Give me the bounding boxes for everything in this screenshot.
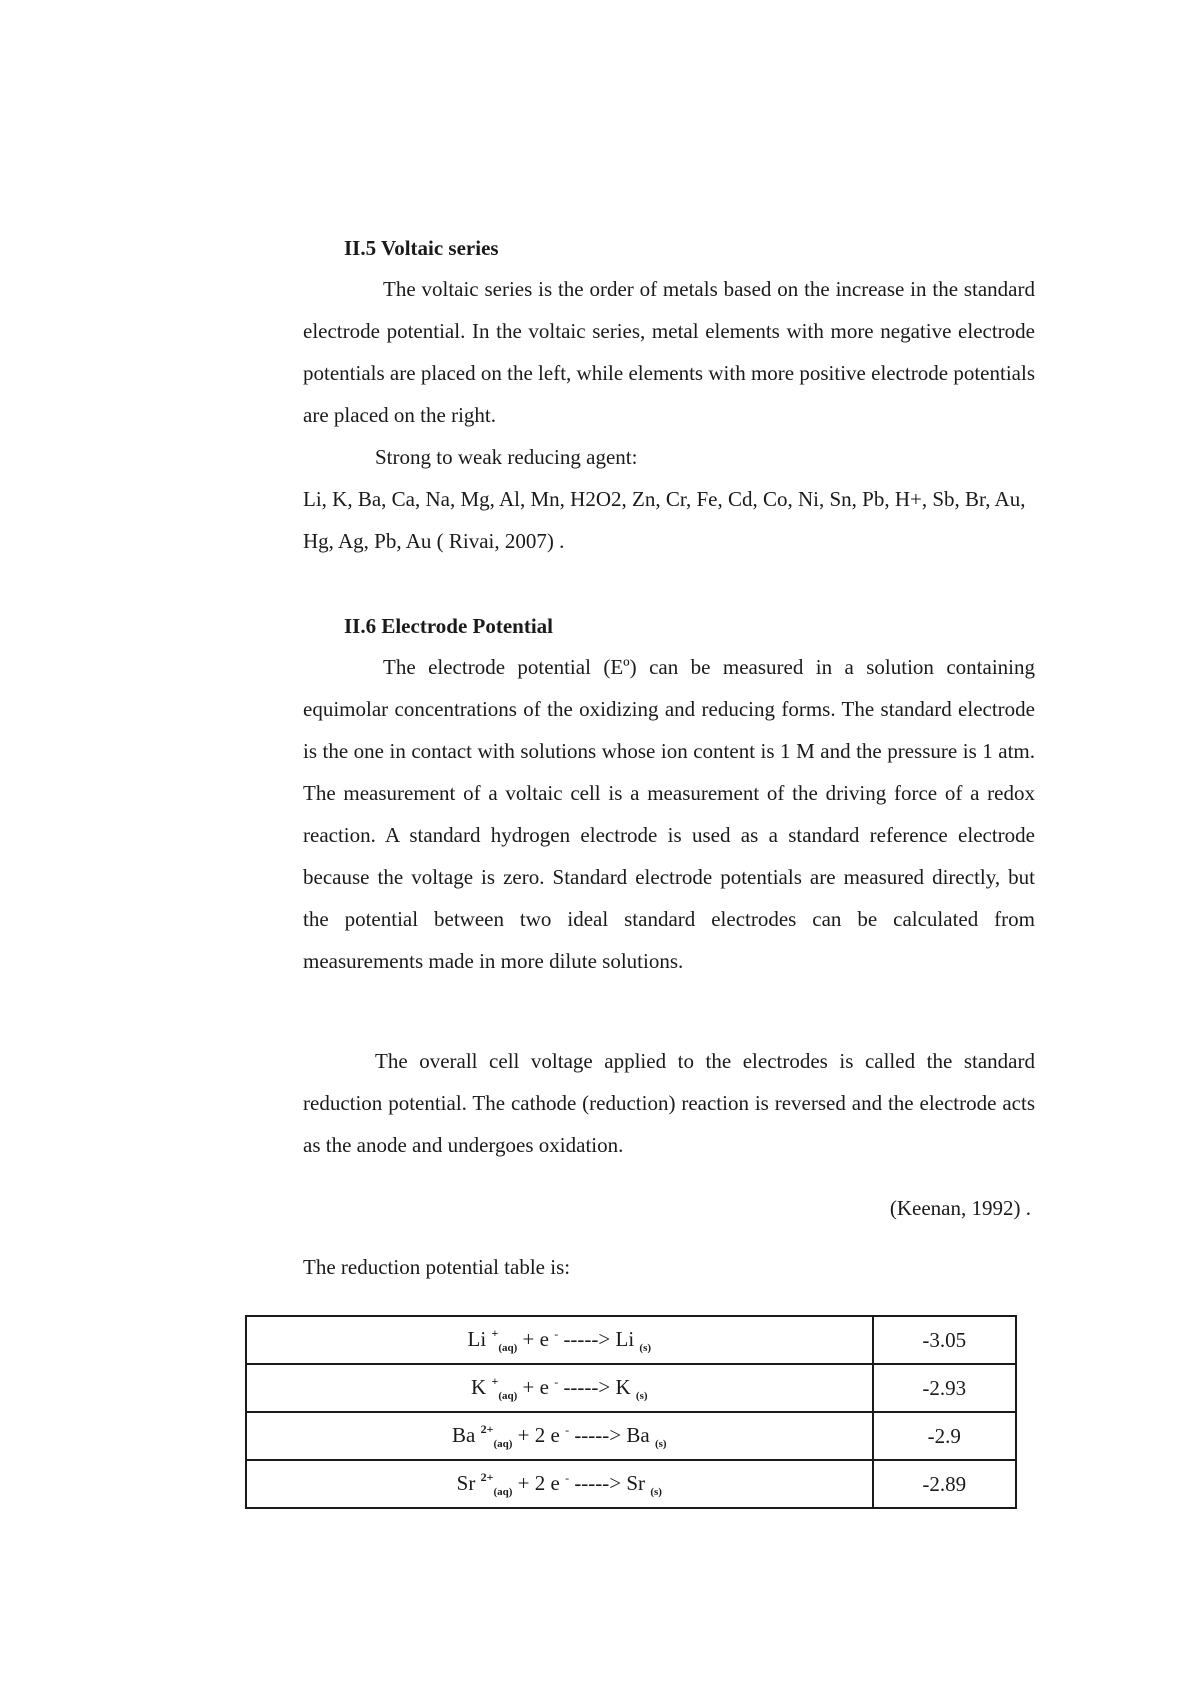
reaction-arrow: ----->: [558, 1375, 616, 1399]
citation-keenan: (Keenan, 1992) .: [889, 1196, 1031, 1220]
reaction-cell: [246, 1460, 873, 1508]
table-intro: The reduction potential table is:: [303, 1255, 571, 1279]
product: Li: [615, 1327, 635, 1351]
voltaic-series-paragraph: The voltaic series is the order of metals based on the increase in the standard electrode potential. In the voltaic series, metal elements with more negative electrode potentials are placed on the left, while elements with more positive electrode potentials are placed on the right.: [303, 277, 1035, 427]
electron-charge: -: [554, 1375, 559, 1389]
electron-term: + 2 e: [512, 1471, 560, 1495]
state-s: (s): [635, 1390, 648, 1402]
electron-term: + 2 e: [512, 1423, 560, 1447]
section-heading-electrode-potential: II.6 Electrode Potential: [344, 614, 553, 638]
potential-value: -2.89: [873, 1460, 1016, 1508]
reduction-potential-table: [245, 1315, 1017, 1509]
reactant-ion: K: [471, 1375, 487, 1399]
reaction-arrow: ----->: [569, 1471, 627, 1495]
electron-charge: -: [565, 1471, 570, 1485]
electron-charge: -: [554, 1327, 559, 1341]
ion-charge: 2+: [480, 1470, 494, 1484]
electron-charge: -: [565, 1423, 570, 1437]
reaction-arrow: ----->: [569, 1423, 627, 1447]
potential-value: -2.9: [873, 1412, 1016, 1460]
state-s: (s): [650, 1486, 662, 1498]
table-row: [246, 1316, 1016, 1364]
reducing-agent-intro: Strong to weak reducing agent:: [375, 445, 638, 469]
reaction-arrow: ----->: [558, 1327, 616, 1351]
reducing-agent-list: Li, K, Ba, Ca, Na, Mg, Al, Mn, H2O2, Zn, Cr, Fe, Cd, Co, Ni, Sn, Pb, H+, Sb, Br, Au, Hg, Ag, Pb, Au ( Rivai, 2007) .: [303, 487, 1026, 553]
table-row: [246, 1364, 1016, 1412]
reaction-cell: [246, 1316, 873, 1364]
electron-term: + e: [517, 1327, 549, 1351]
state-s: (s): [639, 1342, 652, 1354]
reactant-ion: Ba: [452, 1423, 476, 1447]
reactant-ion: Li: [467, 1327, 487, 1351]
state-aq: (aq): [493, 1438, 513, 1450]
electron-term: + e: [517, 1375, 549, 1399]
electrode-potential-paragraph: The electrode potential (Eº) can be measured in a solution containing equimolar concentrations of the oxidizing and reducing forms. The standard electrode is the one in contact with solutions whose ion content is 1 M and the pressure is 1 atm. The measurement of a voltaic cell is a measurement of the driving force of a redox reaction. A standard hydrogen electrode is used as a standard reference electrode because the voltage is zero. Standard electrode potentials are measured directly, but the potential between two ideal standard electrodes can be calculated from measurements made in more dilute solutions.: [303, 655, 1035, 973]
reactant-ion: Sr: [456, 1471, 476, 1495]
state-s: (s): [654, 1438, 667, 1450]
section-heading-voltaic-series: II.5 Voltaic series: [344, 236, 499, 260]
product: Ba: [626, 1423, 650, 1447]
reaction-cell: [246, 1364, 873, 1412]
state-aq: (aq): [498, 1390, 518, 1402]
potential-value: -2.93: [873, 1364, 1016, 1412]
cell-voltage-paragraph: The overall cell voltage applied to the electrodes is called the standard reduction potential. The cathode (reduction) reaction is reversed and the electrode acts as the anode and undergoes oxidation.: [303, 1049, 1035, 1157]
table-row: [246, 1412, 1016, 1460]
table-row: [246, 1460, 1016, 1508]
reaction-cell: [246, 1412, 873, 1460]
product: K: [615, 1375, 631, 1399]
ion-charge: 2+: [480, 1422, 494, 1436]
state-aq: (aq): [498, 1342, 518, 1354]
ion-charge: +: [491, 1374, 499, 1388]
state-aq: (aq): [493, 1486, 513, 1498]
potential-value: -3.05: [873, 1316, 1016, 1364]
product: Sr: [626, 1471, 646, 1495]
ion-charge: +: [491, 1326, 499, 1340]
